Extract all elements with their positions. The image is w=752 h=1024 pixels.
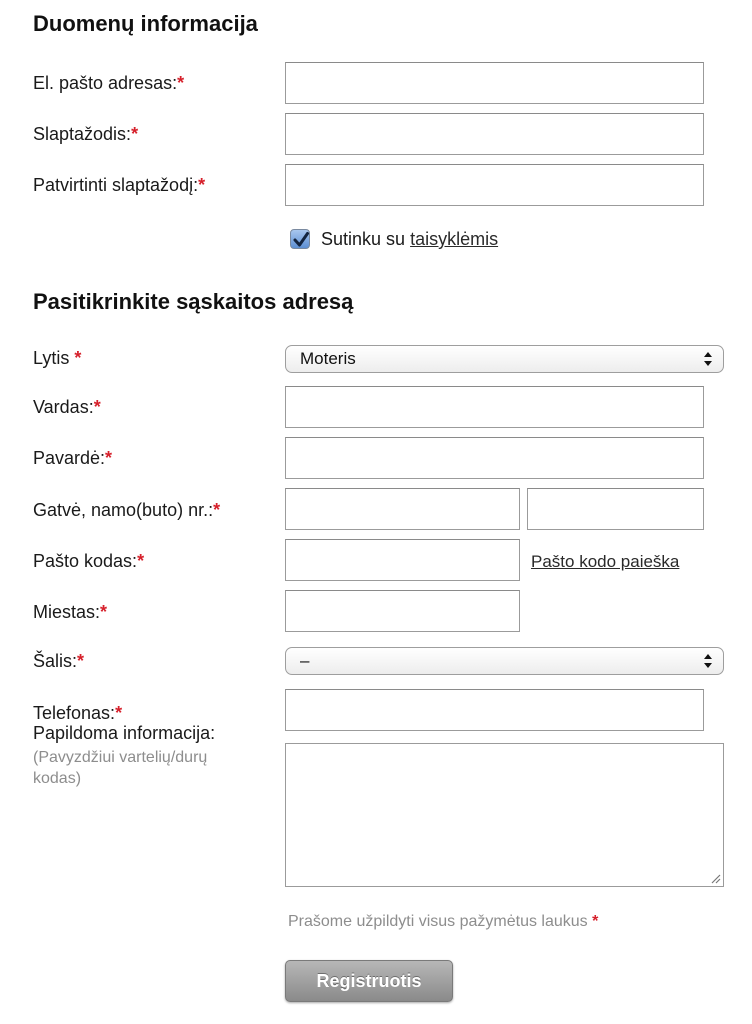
city-label-text: Miestas:	[33, 602, 101, 622]
required-mark: *	[105, 448, 113, 468]
country-label-text: Šalis:	[33, 651, 78, 671]
required-mark: *	[198, 175, 206, 195]
terms-checkbox[interactable]	[290, 229, 310, 249]
terms-prefix: Sutinku su	[321, 229, 406, 249]
country-select[interactable]	[285, 647, 724, 675]
required-mark: *	[213, 500, 221, 520]
email-label	[33, 73, 184, 94]
first-name-input[interactable]	[285, 386, 704, 428]
password-label-text: Slaptažodis:	[33, 124, 132, 144]
gender-select-value: Moteris	[300, 349, 356, 368]
postcode-input[interactable]	[285, 539, 520, 581]
phone-label-text: Telefonas:	[33, 703, 116, 723]
confirm-password-label-text: Patvirtinti slaptažodį:	[33, 175, 199, 195]
required-note	[288, 913, 598, 931]
terms-text	[321, 229, 498, 250]
required-mark: *	[77, 651, 85, 671]
confirm-password-input[interactable]	[285, 164, 704, 206]
extra-info-hint: (Pavyzdžiui vartelių/durų kodas)	[33, 749, 208, 787]
checkmark-icon	[291, 230, 311, 250]
required-mark: *	[137, 551, 145, 571]
phone-input[interactable]	[285, 689, 704, 731]
email-label-text: El. pašto adresas:	[33, 73, 178, 93]
postcode-label-text: Pašto kodas:	[33, 551, 138, 571]
gender-select[interactable]	[285, 345, 724, 373]
required-mark: *	[93, 397, 101, 417]
country-label	[33, 651, 84, 672]
password-label	[33, 124, 138, 145]
required-mark: *	[100, 602, 108, 622]
resize-handle-icon[interactable]	[709, 872, 721, 884]
house-number-input[interactable]	[527, 488, 704, 530]
last-name-input[interactable]	[285, 437, 704, 479]
section-title-account-info: Duomenų informacija	[33, 11, 258, 36]
gender-label	[33, 348, 81, 369]
required-mark: *	[177, 73, 185, 93]
last-name-label-text: Pavardė:	[33, 448, 106, 468]
required-mark: *	[115, 703, 123, 723]
register-button[interactable]: Registruotis	[285, 960, 453, 1002]
required-mark: *	[592, 913, 599, 930]
extra-info-textarea[interactable]	[285, 743, 724, 887]
confirm-password-label	[33, 175, 205, 196]
required-mark: *	[74, 348, 82, 368]
section-title-billing-address: Pasitikrinkite sąskaitos adresą	[33, 289, 354, 314]
password-input[interactable]	[285, 113, 704, 155]
last-name-label	[33, 448, 112, 469]
extra-info-label: Papildoma informacija:	[33, 723, 216, 743]
terms-link[interactable]: taisyklėmis	[410, 229, 499, 249]
gender-label-text: Lytis	[33, 348, 70, 368]
street-label	[33, 500, 220, 521]
street-label-text: Gatvė, namo(buto) nr.:	[33, 500, 214, 520]
city-input[interactable]	[285, 590, 520, 632]
phone-label	[33, 703, 122, 724]
required-mark: *	[131, 124, 139, 144]
required-note-text: Prašome užpildyti visus pažymėtus laukus	[288, 913, 588, 930]
email-input[interactable]	[285, 62, 704, 104]
country-select-value: –	[300, 651, 310, 670]
postcode-search-link[interactable]: Pašto kodo paieška	[531, 552, 680, 571]
select-arrows-icon	[703, 350, 713, 368]
postcode-label	[33, 551, 144, 572]
street-input[interactable]	[285, 488, 520, 530]
select-arrows-icon	[703, 652, 713, 670]
first-name-label	[33, 397, 101, 418]
city-label	[33, 602, 107, 623]
first-name-label-text: Vardas:	[33, 397, 94, 417]
